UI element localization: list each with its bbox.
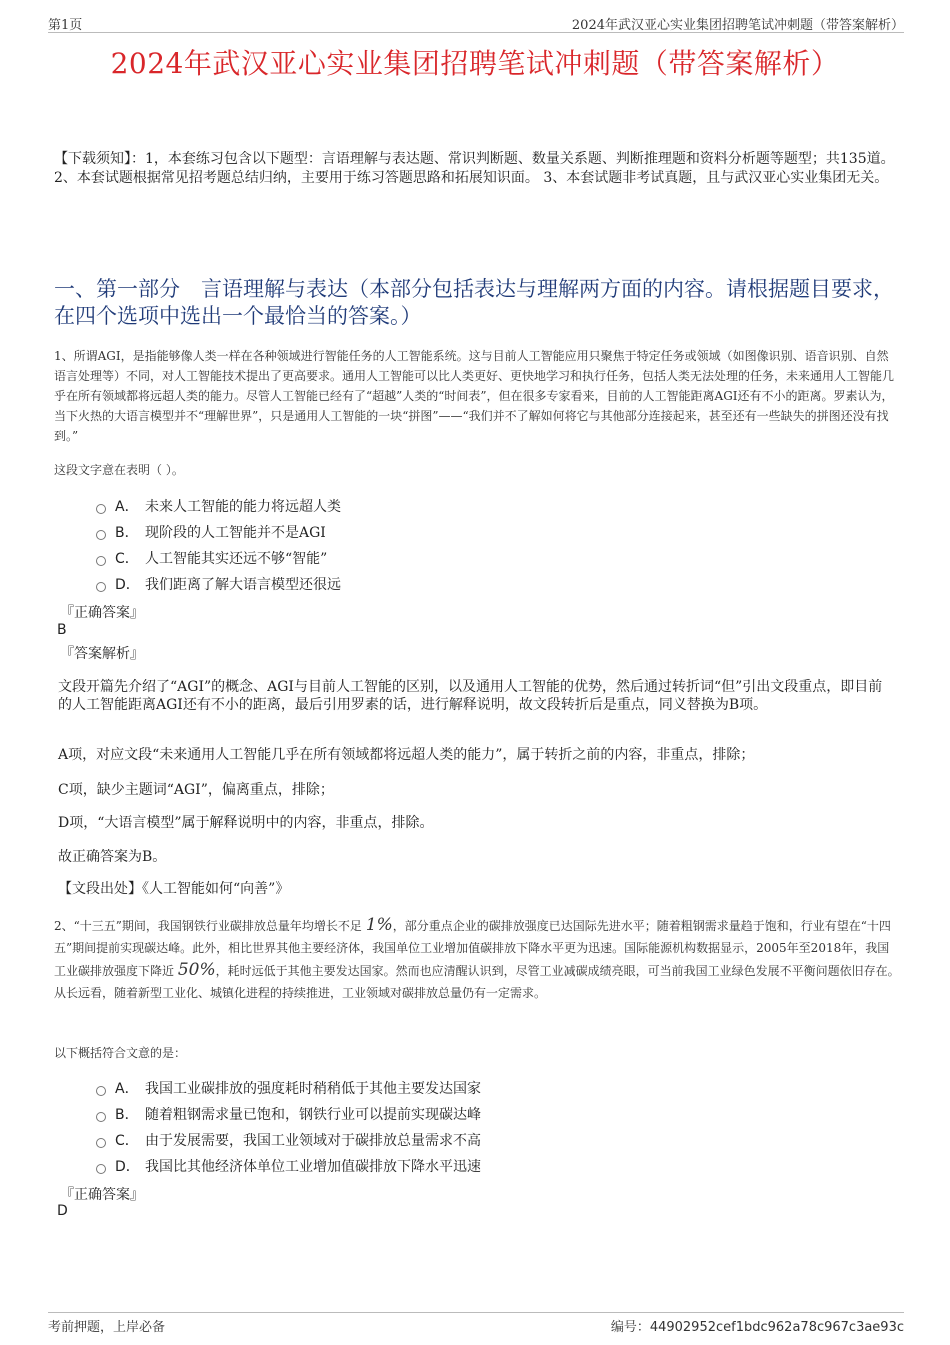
page-number: 第1页 (48, 18, 83, 33)
question-2-text-part: 2、“十三五”期间，我国钢铁行业碳排放总量年均增长不足 (54, 919, 362, 933)
option-text: 我国工业碳排放的强度耗时稍稍低于其他主要发达国家 (145, 1081, 481, 1097)
option-key: A． (115, 1081, 139, 1097)
document-id-code: 44902952cef1bdc962a78c967c3ae93c (649, 1320, 904, 1335)
document-id-label: 编号： (610, 1320, 650, 1335)
header-doc-title: 2024年武汉亚心实业集团招聘笔试冲刺题（带答案解析） (571, 18, 904, 33)
page-header (48, 12, 904, 33)
analysis-paragraph: C项，缺少主题词“AGI”，偏离重点，排除； (58, 782, 334, 798)
question-1-options (96, 493, 876, 597)
option-text: 我们距离了解大语言模型还很远 (145, 577, 341, 593)
option-a[interactable] (96, 493, 876, 519)
source-citation: 【文段出处】《人工智能如何“向善”》 (58, 881, 290, 897)
answer-label: 『正确答案』 (60, 605, 144, 621)
answer-value: D (57, 1203, 68, 1219)
option-key: C． (115, 1133, 139, 1149)
option-text: 未来人工智能的能力将远超人类 (145, 499, 341, 515)
question-1-prompt: 这段文字意在表明（ ）。 (54, 463, 184, 477)
answer-label: 『正确答案』 (60, 1187, 144, 1203)
radio-icon[interactable] (96, 582, 106, 592)
option-text: 由于发展需要，我国工业领域对于碳排放总量需求不高 (145, 1133, 481, 1149)
radio-icon[interactable] (96, 1112, 106, 1122)
radio-icon[interactable] (96, 1086, 106, 1096)
main-title: 2024年武汉亚心实业集团招聘笔试冲刺题（带答案解析） (110, 47, 840, 80)
radio-icon[interactable] (96, 1164, 106, 1174)
radio-icon[interactable] (96, 1138, 106, 1148)
option-key: A． (115, 499, 139, 515)
percent-value: 1% (365, 915, 393, 935)
question-2-options (96, 1075, 876, 1179)
question-1-text: 1、所谓AGI，是指能够像人类一样在各种领域进行智能任务的人工智能系统。这与目前人工智能应用只聚焦于特定任务或领域（如图像识别、语音识别、自然语言处理等）不同，对人工智能技术提出了更高要求。通用人工智能可以比人类更好、更快地学习和执行任务，包括人类无法处理的任务，未来通用人工智能几乎在所有领域都将远超人类的能力。尽管人工智能已经有了“超越”人类的“时间表”，但在很多专家看来，目前的人工智能距离AGI还有不小的距离。罗素认为，当下火热的大语言模型并不“理解世界”，只是通用人工智能的一块“拼图”——“我们并不了解如何将它与其他部分连接起来，甚至还有一些缺失的拼图还没有找到。” (54, 349, 895, 443)
option-key: B． (115, 525, 139, 541)
option-b[interactable] (96, 1101, 876, 1127)
footer-slogan: 考前押题，上岸必备 (48, 1320, 166, 1335)
page-footer (48, 1312, 904, 1335)
option-key: D． (115, 1159, 140, 1175)
option-text: 随着粗钢需求量已饱和，钢铁行业可以提前实现碳达峰 (145, 1107, 481, 1123)
question-2-text (54, 914, 900, 1004)
option-c[interactable] (96, 545, 876, 571)
analysis-paragraph: D项，“大语言模型”属于解释说明中的内容，非重点，排除。 (58, 815, 434, 831)
option-text: 我国比其他经济体单位工业增加值碳排放下降水平迅速 (145, 1159, 481, 1175)
question-2-text-part: ，耗时远低于其他主要发达国家。然而也应清醒认识到，尽管工业减碳成绩亮眼，可当前我国工业绿色发展不平衡问题依旧存在。从长远看，随着新型工业化、城镇化进程的持续推进，工业领域对碳排放总量仍有一定需求。 (54, 964, 900, 1000)
radio-icon[interactable] (96, 504, 106, 514)
answer-value: B (57, 622, 67, 638)
option-d[interactable] (96, 571, 876, 597)
percent-value: 50% (177, 960, 216, 980)
option-text: 人工智能其实还远不够“智能” (145, 551, 328, 567)
question-2-prompt: 以下概括符合文意的是： (54, 1046, 187, 1060)
option-text: 现阶段的人工智能并不是AGI (145, 525, 326, 541)
option-key: B． (115, 1107, 139, 1123)
section-heading: 一、第一部分 言语理解与表达（本部分包括表达与理解两方面的内容。请根据题目要求，在四个选项中选出一个最恰当的答案。） (54, 277, 894, 328)
option-key: D． (115, 577, 140, 593)
radio-icon[interactable] (96, 556, 106, 566)
option-c[interactable] (96, 1127, 876, 1153)
question-2-text-part: ，部分重点企业的碳排放强度已达国际先进水平；随着粗钢需求量趋于饱和，行业有望在“十四五”期间提前实现碳达峰。此外，相比世界其他主要经济体，我国单位工业增加值碳排放下降水平更为迅速。国际能源机构数据显示，2005年至2018年，我国工业碳排放强度下降近 (54, 919, 891, 978)
option-a[interactable] (96, 1075, 876, 1101)
analysis-paragraph: A项，对应文段“未来通用人工智能几乎在所有领域都将远超人类的能力”，属于转折之前的内容，非重点，排除； (58, 747, 755, 763)
document-id (611, 1316, 904, 1335)
download-notice: 【下载须知】：1，本套练习包含以下题型：言语理解与表达题、常识判断题、数量关系题、判断推理题和资料分析题等题型；共135道。 2、本套试题根据常见招考题总结归纳，主要用于练习答题思路和拓展知识面。 3、本套试题非考试真题，且与武汉亚心实业集团无关。 (54, 151, 895, 186)
analysis-paragraph: 故正确答案为B。 (58, 849, 167, 865)
option-key: C． (115, 551, 139, 567)
radio-icon[interactable] (96, 530, 106, 540)
option-d[interactable] (96, 1153, 876, 1179)
analysis-label: 『答案解析』 (60, 646, 144, 662)
option-b[interactable] (96, 519, 876, 545)
analysis-paragraph: 文段开篇先介绍了“AGI”的概念、AGI与目前人工智能的区别，以及通用人工智能的优势，然后通过转折词“但”引出文段重点，即目前的人工智能距离AGI还有不小的距离，最后引用罗素的话，进行解释说明，故文段转折后是重点，同义替换为B项。 (58, 679, 883, 713)
